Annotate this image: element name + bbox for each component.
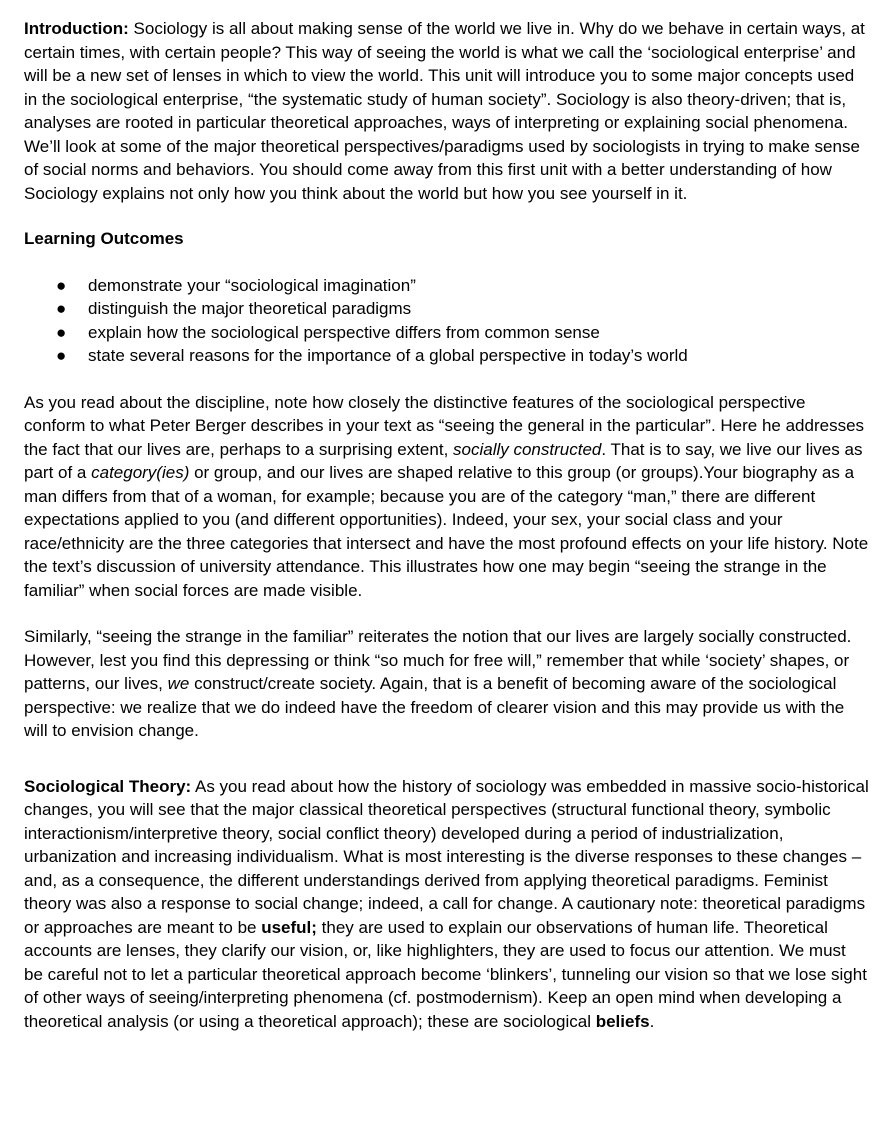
similarly-emphasis-1: we: [167, 674, 190, 693]
similarly-paragraph: [24, 625, 869, 743]
list-item: [24, 297, 869, 321]
theory-text-1: As you read about how the history of sociology was embedded in massive socio-historical changes, you will see that the major classical theoretical perspectives (structural functional theory, symbolic interactionism/interpretive theory, social conflict theory) developed during a period of industrialization, urbanization and increasing individualism. What is most interesting is the diverse responses to these changes – and, as a consequence, the different understandings derived from applying theoretical paradigms. Feminist theory was also a response to social change; indeed, a call for change. A cautionary note: theoretical paradigms or approaches are meant to be: [24, 776, 869, 937]
list-item-text: explain how the sociological perspective differs from common sense: [88, 322, 600, 342]
berger-text-1: As you read about the discipline, note how closely the distinctive features of the sociological perspective conform to what Peter Berger describes in your text as “seeing the general in the particular”. Here he addresses the fact that our lives are, perhaps to a surprising extent,: [24, 392, 865, 459]
list-item-text: state several reasons for the importance of a global perspective in today’s world: [88, 346, 688, 365]
learning-outcomes-list: [24, 274, 869, 368]
theory-text-3: .: [649, 1011, 655, 1031]
introduction-paragraph: [24, 17, 869, 205]
learning-outcomes-heading: Learning Outcomes: [24, 229, 184, 248]
introduction-label: Introduction:: [24, 19, 129, 38]
list-item-text: demonstrate your “sociological imagination”: [88, 275, 416, 295]
bullet-icon: ●: [56, 346, 67, 365]
berger-paragraph: [24, 391, 869, 603]
list-item: [24, 344, 869, 368]
list-item-text: distinguish the major theoretical paradigms: [88, 299, 412, 318]
list-item: [24, 321, 869, 345]
introduction-text: Sociology is all about making sense of the world we live in. Why do we behave in certain ways, at certain times, with certain people? This way of seeing the world is what we call the ‘sociological enterprise’ and will be a new set of lenses in which to view the world. This unit will introduce you to some major concepts used in the sociological enterprise, “the systematic study of human society”. Sociology is also theory-driven; that is, analyses are rooted in particular theoretical approaches, ways of interpreting or explaining social phenomena. We’ll look at some of the major theoretical perspectives/paradigms used by sociologists in trying to make sense of social norms and behaviors. You should come away from this first unit with a better understanding of how Sociology explains not only how you think about the world but how you see yourself in it.: [24, 19, 865, 203]
theory-text-2: they are used to explain our observations of human life. Theoretical accounts are lenses, they clarify our vision, or, like highlighters, they are used to focus our attention. We must be careful not to let a particular theoretical approach become ‘blinkers’, tunneling our vision so that we lose sight of other ways of seeing/interpreting phenomena (cf. postmodernism). Keep an open mind when developing a theoretical analysis (or using a theoretical approach); these are sociological: [24, 917, 867, 1031]
similarly-text-2: construct/create society. Again, that is a benefit of becoming aware of the sociological perspective: we realize that we do indeed have the freedom of clearer vision and this may provide us with the will to envision change.: [24, 674, 845, 740]
sociological-theory-paragraph: [24, 775, 869, 1034]
berger-text-3: or group, and our lives are shaped relative to this group (or groups).Your biography as a man differs from that of a woman, for example; because you are of the category “man,” there are different expectations applied to you (and different opportunities). Indeed, your sex, your social class and your race/ethnicity are the three categories that intersect and have the most profound effects on your life history. Note the text’s discussion of university attendance. This illustrates how one may begin “seeing the strange in the familiar” when social forces are made visible.: [24, 463, 869, 600]
berger-text-2: . That is to say, we live our lives as part of a: [24, 439, 863, 482]
list-item: [24, 274, 869, 298]
berger-emphasis-1: socially constructed: [453, 439, 602, 459]
bullet-icon: ●: [56, 275, 67, 295]
bullet-icon: ●: [56, 299, 67, 318]
bullet-icon: ●: [56, 322, 67, 342]
similarly-text-1: Similarly, “seeing the strange in the familiar” reiterates the notion that our lives are largely socially constructed. However, lest you find this depressing or think “so much for free will,” remember that while ‘society’ shapes, or patterns, our lives,: [24, 627, 852, 693]
sociological-theory-label: Sociological Theory:: [24, 776, 192, 796]
theory-bold-1: useful;: [261, 917, 317, 937]
theory-bold-2: beliefs: [595, 1011, 650, 1031]
berger-emphasis-2: category(ies): [91, 463, 190, 482]
